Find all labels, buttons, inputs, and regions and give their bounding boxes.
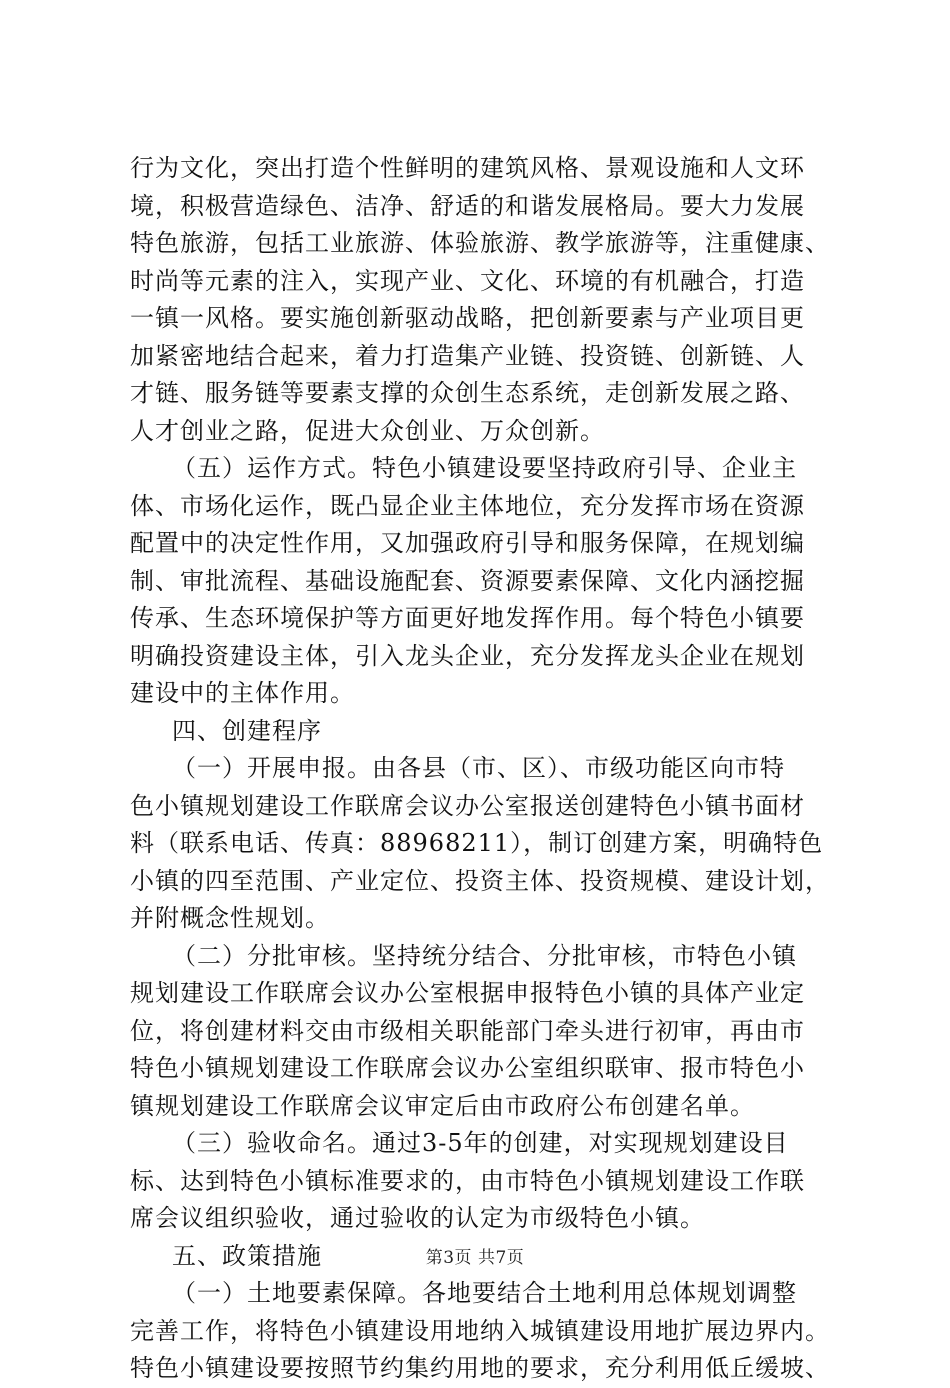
text-line: 特色小镇规划建设工作联席会议办公室组织联审、报市特色小 <box>130 1054 805 1082</box>
paragraph-start-line: （二）分批审核。坚持统分结合、分批审核，市特色小镇 <box>172 941 797 970</box>
text-line: 特色小镇建设要按照节约集约用地的要求，充分利用低丘缓坡、 <box>130 1354 830 1382</box>
page-number-footer: 第3页 共7页 <box>425 1248 525 1268</box>
text-line: 色小镇规划建设工作联席会议办公室报送创建特色小镇书面材 <box>130 791 805 820</box>
text-line: 才链、服务链等要素支撑的众创生态系统，走创新发展之路、 <box>130 379 805 407</box>
text-line: 标、达到特色小镇标准要求的，由市特色小镇规划建设工作联 <box>130 1166 805 1195</box>
text-line: 镇规划建设工作联席会议审定后由市政府公布创建名单。 <box>130 1091 755 1120</box>
text-line: 并附概念性规划。 <box>130 904 330 932</box>
text-line: 配置中的决定性作用，又加强政府引导和服务保障，在规划编 <box>130 529 805 557</box>
text-line: 规划建设工作联席会议办公室根据申报特色小镇的具体产业定 <box>130 979 805 1007</box>
paragraph-start-line: （五）运作方式。特色小镇建设要坚持政府引导、企业主 <box>172 454 797 482</box>
text-line: 加紧密地结合起来，着力打造集产业链、投资链、创新链、人 <box>130 341 805 370</box>
text-line: 料（联系电话、传真：88968211），制订创建方案，明确特色 <box>130 829 824 857</box>
section-heading: 五、政策措施 <box>172 1241 322 1270</box>
body-text <box>130 150 830 1388</box>
text-line: 席会议组织验收，通过验收的认定为市级特色小镇。 <box>130 1204 705 1232</box>
text-line: 建设中的主体作用。 <box>130 679 355 707</box>
text-line: 明确投资建设主体，引入龙头企业，充分发挥龙头企业在规划 <box>130 641 805 670</box>
text-line: 体、市场化运作，既凸显企业主体地位，充分发挥市场在资源 <box>130 491 805 520</box>
section-heading: 四、创建程序 <box>172 716 322 745</box>
text-line: 传承、生态环境保护等方面更好地发挥作用。每个特色小镇要 <box>130 604 805 632</box>
text-line: 完善工作，将特色小镇建设用地纳入城镇建设用地扩展边界内。 <box>130 1316 830 1345</box>
text-line: 境，积极营造绿色、洁净、舒适的和谐发展格局。要大力发展 <box>130 191 805 220</box>
text-line: 时尚等元素的注入，实现产业、文化、环境的有机融合，打造 <box>130 266 805 295</box>
text-line: 位，将创建材料交由市级相关职能部门牵头进行初审，再由市 <box>130 1016 805 1045</box>
text-line: 制、审批流程、基础设施配套、资源要素保障、文化内涵挖掘 <box>130 566 805 595</box>
paragraph-start-line: （三）验收命名。通过3-5年的创建，对实现规划建设目 <box>172 1129 789 1157</box>
paragraph-start-line: （一）开展申报。由各县（市、区）、市级功能区向市特 <box>172 754 785 782</box>
paragraph-start-line: （一）土地要素保障。各地要结合土地利用总体规划调整 <box>172 1279 797 1307</box>
text-line: 小镇的四至范围、产业定位、投资主体、投资规模、建设计划， <box>130 866 830 895</box>
text-line: 一镇一风格。要实施创新驱动战略，把创新要素与产业项目更 <box>130 304 805 332</box>
text-line: 特色旅游，包括工业旅游、体验旅游、教学旅游等，注重健康、 <box>130 229 830 257</box>
text-line: 行为文化，突出打造个性鲜明的建筑风格、景观设施和人文环 <box>130 154 805 182</box>
text-line: 人才创业之路，促进大众创业、万众创新。 <box>130 416 605 445</box>
